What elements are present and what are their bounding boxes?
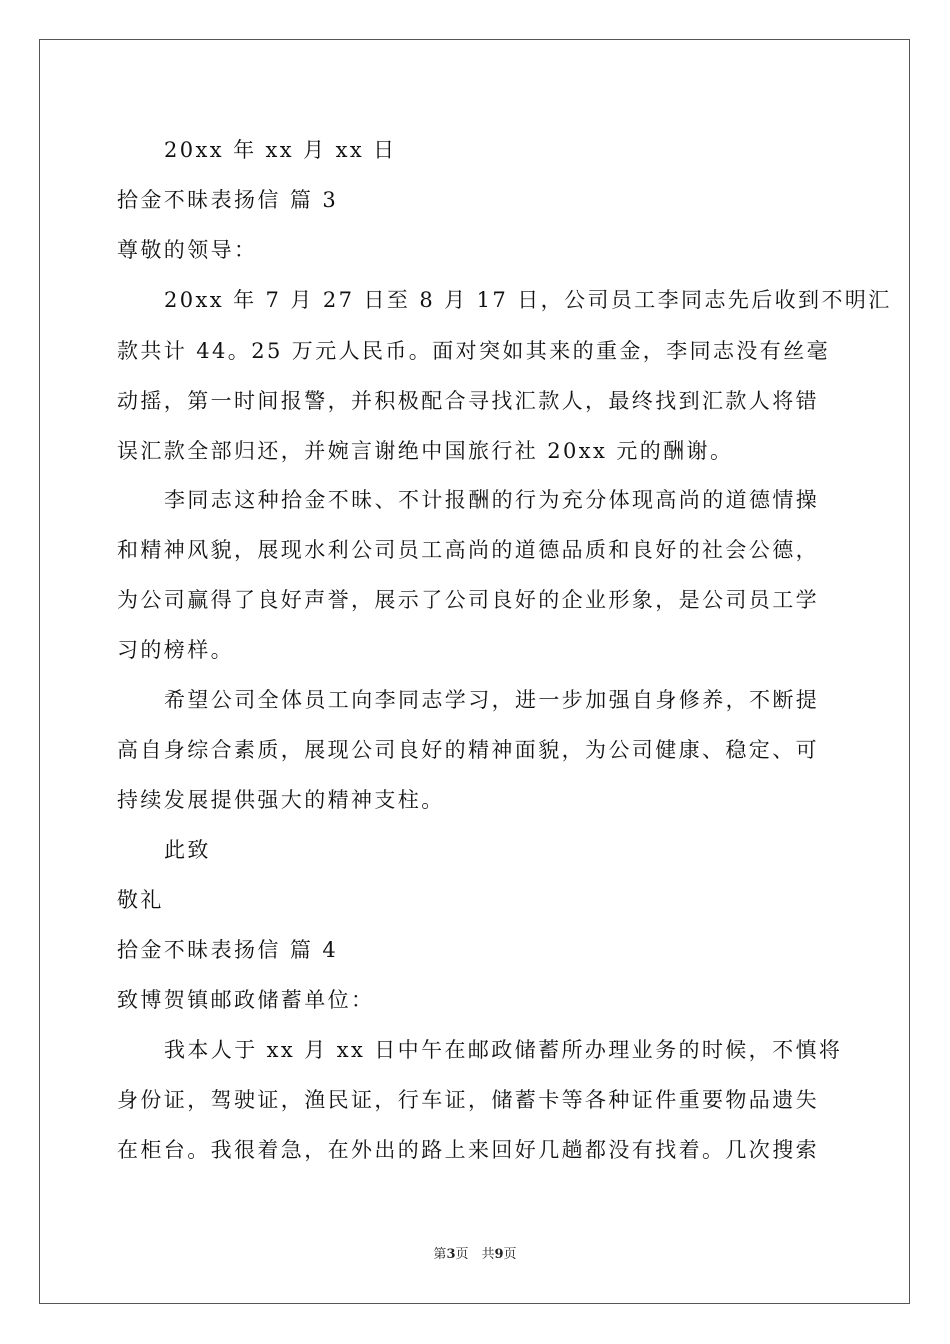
page-prefix: 第 — [433, 1247, 447, 1262]
salutation: 尊敬的领导： — [117, 238, 258, 262]
page-mid: 页 共 — [455, 1247, 495, 1262]
paragraph-line: 20xx 年 7 月 27 日至 8 月 17 日，公司员工李同志先后收到不明汇 — [164, 288, 892, 312]
paragraph-line: 动摇，第一时间报警，并积极配合寻找汇款人，最终找到汇款人将错 — [117, 389, 819, 413]
letter-date: 20xx 年 xx 月 xx 日 — [164, 138, 397, 162]
paragraph-line: 持续发展提供强大的精神支柱。 — [117, 788, 445, 812]
paragraph-line: 误汇款全部归还，并婉言谢绝中国旅行社 20xx 元的酬谢。 — [117, 439, 734, 463]
salutation: 致博贺镇邮政储蓄单位： — [117, 988, 375, 1012]
paragraph-line: 在柜台。我很着急，在外出的路上来回好几趟都没有找着。几次搜索 — [117, 1138, 819, 1162]
total-page-number: 9 — [494, 1247, 504, 1262]
paragraph-line: 习的榜样。 — [117, 638, 234, 662]
section-heading-4: 拾金不昧表扬信 篇 4 — [117, 938, 339, 962]
paragraph-line: 高自身综合素质，展现公司良好的精神面貌，为公司健康、稳定、可 — [117, 738, 819, 762]
current-page-number: 3 — [446, 1247, 456, 1262]
paragraph-line: 款共计 44。25 万元人民币。面对突如其来的重金，李同志没有丝毫 — [117, 339, 830, 363]
paragraph-line: 为公司赢得了良好声誉，展示了公司良好的企业形象，是公司员工学 — [117, 588, 819, 612]
paragraph-line: 希望公司全体员工向李同志学习，进一步加强自身修养，不断提 — [164, 688, 820, 712]
paragraph-line: 我本人于 xx 月 xx 日中午在邮政储蓄所办理业务的时候，不慎将 — [164, 1038, 843, 1062]
paragraph-line: 李同志这种拾金不昧、不计报酬的行为充分体现高尚的道德情操 — [164, 488, 820, 512]
closing-regards: 敬礼 — [117, 888, 164, 912]
paragraph-line: 和精神风貌，展现水利公司员工高尚的道德品质和良好的社会公德， — [117, 538, 819, 562]
section-heading-3: 拾金不昧表扬信 篇 3 — [117, 188, 339, 212]
paragraph-line: 身份证，驾驶证，渔民证，行车证，储蓄卡等各种证件重要物品遗失 — [117, 1088, 819, 1112]
page-footer — [0, 1246, 950, 1264]
closing-line: 此致 — [164, 838, 211, 862]
page-suffix: 页 — [503, 1247, 517, 1262]
